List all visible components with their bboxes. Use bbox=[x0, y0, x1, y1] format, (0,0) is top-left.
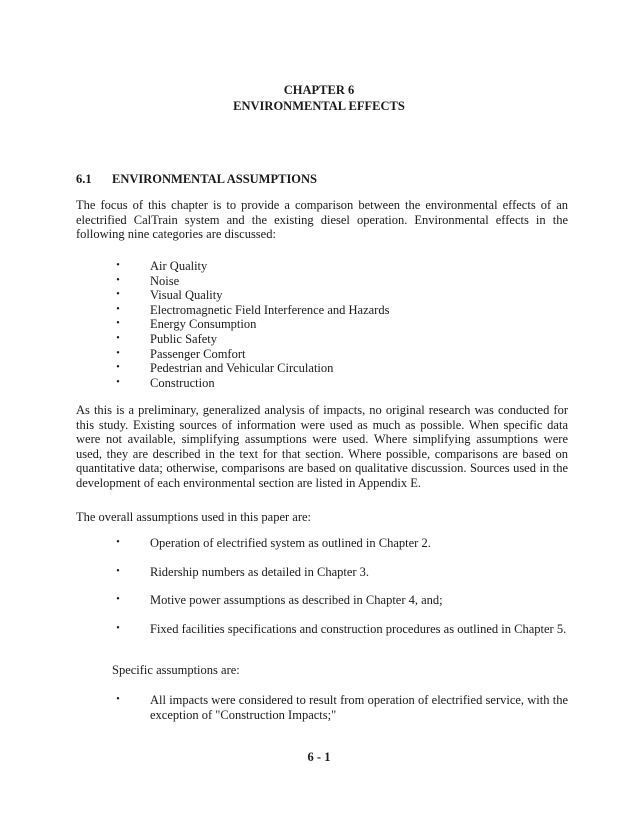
bullet-icon: • bbox=[116, 347, 120, 359]
list-item: • Air Quality bbox=[112, 259, 568, 274]
bullet-icon: • bbox=[116, 260, 120, 271]
list-item: • Ridership numbers as detailed in Chapter 3. bbox=[112, 565, 568, 580]
list-item: • All impacts were considered to result from operation of electrified service, with the exception of "Construction Impacts;" bbox=[112, 693, 568, 722]
list-item: • Electromagnetic Field Interference and Hazards bbox=[112, 303, 568, 318]
list-item: • Noise bbox=[112, 274, 568, 289]
category-list bbox=[112, 259, 568, 390]
list-item: • Construction bbox=[112, 376, 568, 391]
section-title: ENVIRONMENTAL ASSUMPTIONS bbox=[112, 172, 318, 186]
section-heading bbox=[76, 171, 317, 187]
chapter-title: ENVIRONMENTAL EFFECTS bbox=[233, 99, 405, 113]
bullet-icon: • bbox=[116, 318, 120, 330]
overall-intro: The overall assumptions used in this paper are: bbox=[76, 510, 312, 524]
list-item: • Passenger Comfort bbox=[112, 347, 568, 362]
list-item: • Pedestrian and Vehicular Circulation bbox=[112, 361, 568, 376]
intro-paragraph: The focus of this chapter is to provide a comparison between the environmental effects of an electrified CalTrain system and the existing diesel operation. Environmental effects in the following nine categories are discussed: bbox=[76, 198, 568, 242]
bullet-icon: • bbox=[116, 622, 120, 634]
bullet-icon: • bbox=[116, 565, 120, 577]
bullet-icon: • bbox=[116, 694, 120, 705]
method-paragraph: As this is a preliminary, generalized analysis of impacts, no original research was conducted for this study. Existing sources of information were used as much as possible. When specific data were not available, simplifying assumptions were used. Where simplifying assumptions were used, they are described in the text for that section. Where possible, comparisons are based on quantitative data; otherwise, comparisons are based on qualitative discussion. Sources used in the development of each environmental section are listed in Appendix E. bbox=[76, 403, 568, 490]
page-number: 6 - 1 bbox=[307, 750, 331, 764]
list-item: • Motive power assumptions as described in Chapter 4, and; bbox=[112, 593, 568, 608]
list-item: • Public Safety bbox=[112, 332, 568, 347]
section-number: 6.1 bbox=[76, 172, 92, 186]
bullet-icon: • bbox=[116, 376, 120, 388]
list-item: • Operation of electrified system as outlined in Chapter 2. bbox=[112, 536, 568, 551]
specific-intro: Specific assumptions are: bbox=[112, 663, 240, 677]
chapter-heading bbox=[0, 82, 638, 114]
list-item: • Fixed facilities specifications and construction procedures as outlined in Chapter 5. bbox=[112, 622, 568, 637]
bullet-icon: • bbox=[116, 362, 120, 374]
bullet-icon: • bbox=[116, 274, 120, 286]
chapter-number: CHAPTER 6 bbox=[283, 83, 355, 97]
bullet-icon: • bbox=[116, 289, 120, 301]
list-item: • Energy Consumption bbox=[112, 317, 568, 332]
bullet-icon: • bbox=[116, 537, 120, 548]
bullet-icon: • bbox=[116, 303, 120, 315]
specific-assumptions-list bbox=[112, 693, 568, 722]
overall-assumptions-list bbox=[112, 536, 568, 650]
list-item: • Visual Quality bbox=[112, 288, 568, 303]
bullet-icon: • bbox=[116, 594, 120, 606]
bullet-icon: • bbox=[116, 332, 120, 344]
